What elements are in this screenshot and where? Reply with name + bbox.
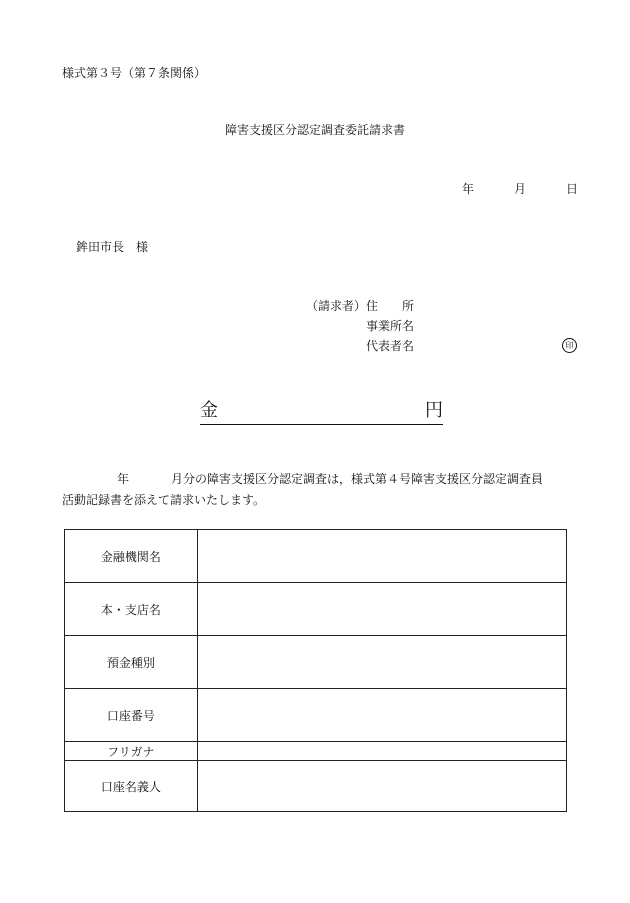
furigana-label: フリガナ [65, 742, 198, 761]
form-number: 様式第３号（第７条関係） [62, 66, 207, 80]
table-row [65, 583, 567, 636]
date-month-label: 月 [514, 182, 527, 196]
deposit-type-label: 預金種別 [65, 636, 198, 689]
requester-address-label: 住 所 [366, 299, 415, 313]
table-row [65, 689, 567, 742]
account-holder-label: 口座名義人 [65, 761, 198, 812]
requester-label: （請求者） [306, 299, 367, 313]
bank-name-label: 金融機関名 [65, 530, 198, 583]
bank-account-table [64, 529, 567, 812]
branch-name-field[interactable] [197, 583, 566, 636]
body-text-line-2: 活動記録書を添えて請求いたします。 [62, 493, 266, 507]
body-text-line-1: 月分の障害支援区分認定調査は，様式第４号障害支援区分認定調査員 [171, 472, 544, 486]
table-row [65, 636, 567, 689]
amount-suffix: 円 [425, 400, 443, 421]
table-row [65, 530, 567, 583]
document-title: 障害支援区分認定調査委託請求書 [224, 123, 405, 137]
requester-office-label: 事業所名 [366, 319, 415, 333]
account-holder-field[interactable] [197, 761, 566, 812]
account-number-label: 口座番号 [65, 689, 198, 742]
amount-underline [200, 400, 443, 425]
date-year-label: 年 [462, 182, 475, 196]
bank-name-field[interactable] [197, 530, 566, 583]
seal-icon: 印 [562, 338, 577, 353]
branch-name-label: 本・支店名 [65, 583, 198, 636]
account-number-field[interactable] [197, 689, 566, 742]
date-day-label: 日 [566, 182, 579, 196]
amount-prefix: 金 [200, 400, 218, 421]
addressee: 鉾田市長 様 [76, 240, 149, 254]
table-row [65, 761, 567, 812]
furigana-field[interactable] [197, 742, 566, 761]
requester-representative-label: 代表者名 [366, 339, 415, 353]
deposit-type-field[interactable] [197, 636, 566, 689]
body-year-label: 年 [117, 472, 130, 486]
table-row [65, 742, 567, 761]
